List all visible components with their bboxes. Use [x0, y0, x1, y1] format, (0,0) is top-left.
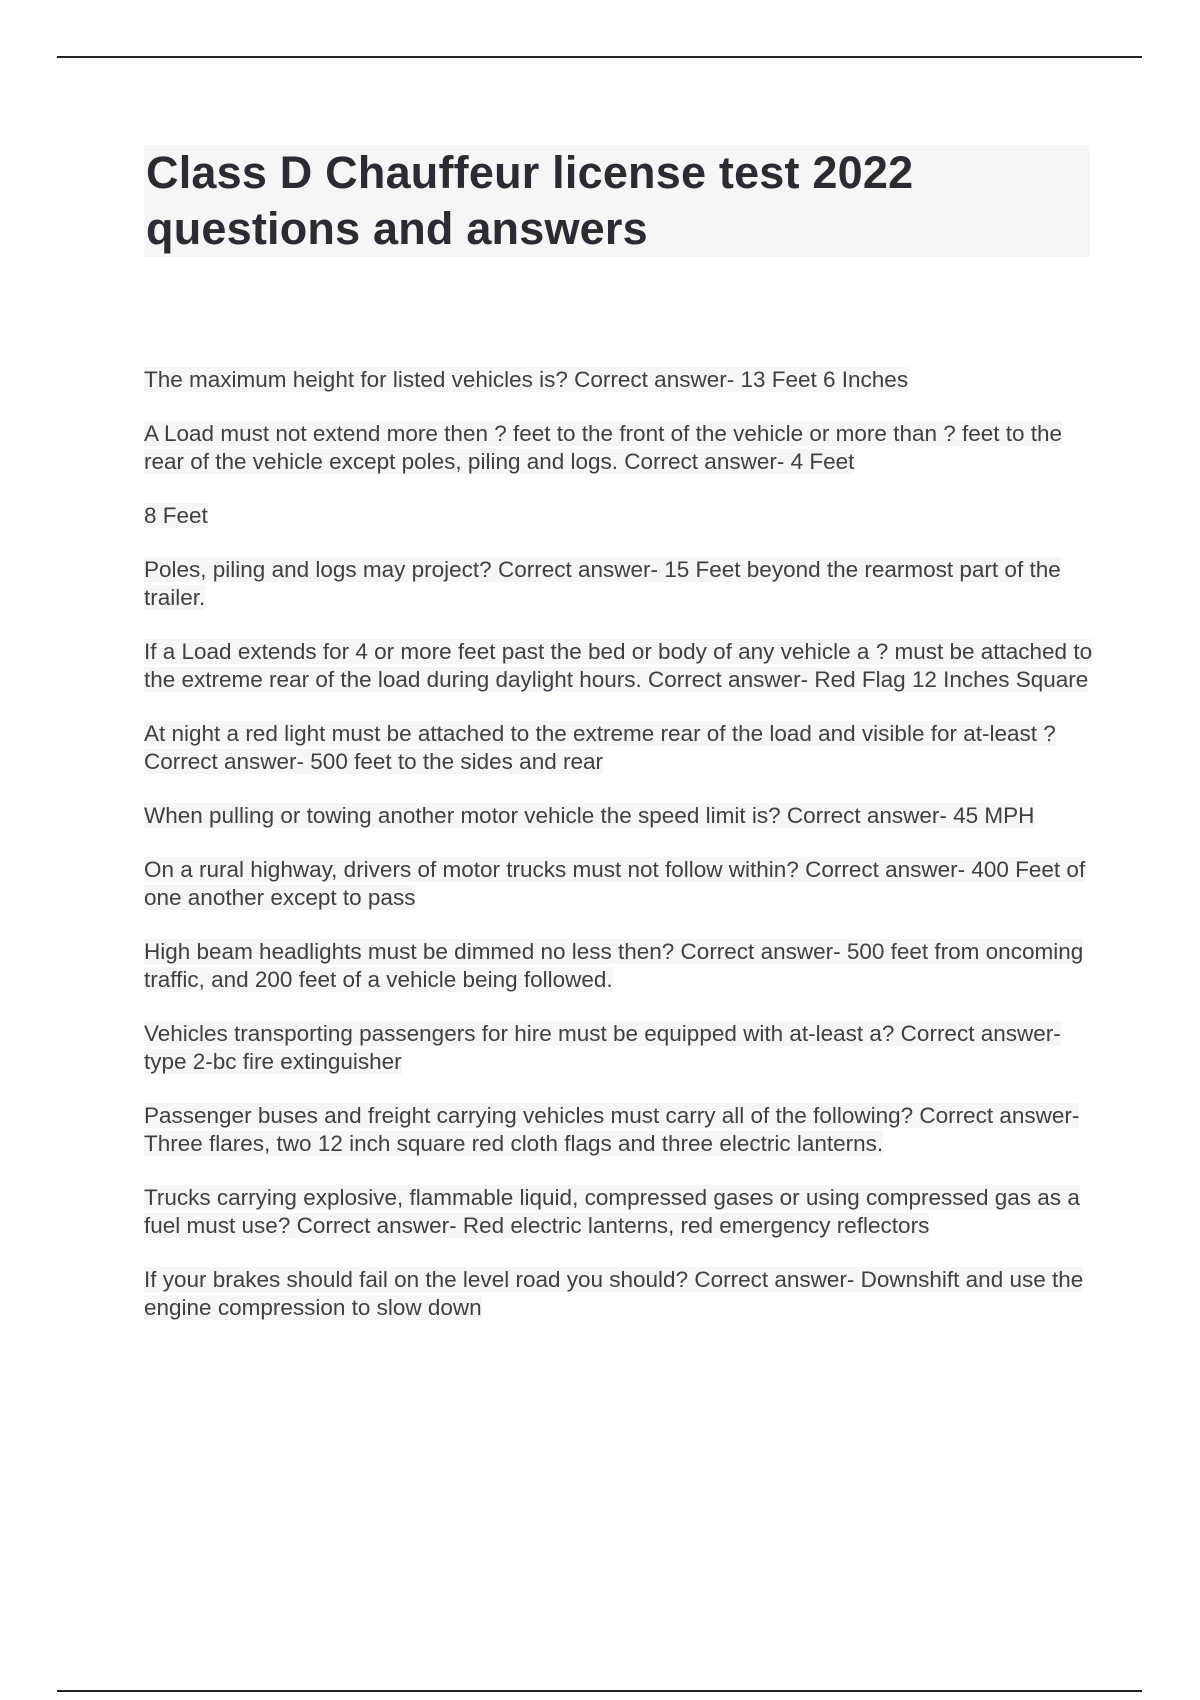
- title-block: [144, 145, 1090, 257]
- qa-paragraph: [144, 856, 1100, 912]
- qa-paragraph: [144, 502, 1100, 530]
- qa-paragraph: [144, 1102, 1100, 1158]
- qa-text: If a Load extends for 4 or more feet past the bed or body of any vehicle a ? must be attached to the extreme rear of the load during daylight hours. Correct answer- Red Flag 12 Inches Square: [144, 639, 1093, 692]
- qa-text: High beam headlights must be dimmed no less then? Correct answer- 500 feet from oncoming traffic, and 200 feet of a vehicle being followed.: [144, 939, 1084, 992]
- qa-text: 8 Feet: [144, 503, 208, 528]
- qa-text: The maximum height for listed vehicles is? Correct answer- 13 Feet 6 Inches: [144, 367, 909, 392]
- qa-text: A Load must not extend more then ? feet to the front of the vehicle or more than ? feet to the rear of the vehicle except poles, piling and logs. Correct answer- 4 Feet: [144, 421, 1063, 474]
- top-rule: [57, 56, 1142, 58]
- qa-paragraph: [144, 802, 1100, 830]
- qa-paragraph: [144, 1020, 1100, 1076]
- qa-text: Poles, piling and logs may project? Correct answer- 15 Feet beyond the rearmost part of the trailer.: [144, 557, 1061, 610]
- qa-text: On a rural highway, drivers of motor trucks must not follow within? Correct answer- 400 Feet of one another except to pass: [144, 857, 1086, 910]
- qa-paragraph: [144, 938, 1100, 994]
- qa-text: Vehicles transporting passengers for hire must be equipped with at-least a? Correct answer- type 2-bc fire extinguisher: [144, 1021, 1061, 1074]
- bottom-rule: [57, 1690, 1142, 1692]
- qa-text: Trucks carrying explosive, flammable liquid, compressed gases or using compressed gas as a fuel must use? Correct answer- Red electric lanterns, red emergency reflectors: [144, 1185, 1080, 1238]
- qa-paragraph: [144, 366, 1100, 394]
- qa-text: At night a red light must be attached to the extreme rear of the load and visible for at-least ? Correct answer- 500 feet to the sides and rear: [144, 721, 1056, 774]
- qa-paragraph: [144, 1184, 1100, 1240]
- qa-paragraph: [144, 1266, 1100, 1322]
- qa-paragraph: [144, 556, 1100, 612]
- document-title: Class D Chauffeur license test 2022 questions and answers: [146, 147, 914, 254]
- qa-text: When pulling or towing another motor vehicle the speed limit is? Correct answer- 45 MPH: [144, 803, 1035, 828]
- qa-paragraph: [144, 638, 1100, 694]
- qa-paragraph: [144, 720, 1100, 776]
- qa-paragraph: [144, 420, 1100, 476]
- qa-text: Passenger buses and freight carrying vehicles must carry all of the following? Correct answer- Three flares, two 12 inch square red cloth flags and three electric lanterns.: [144, 1103, 1080, 1156]
- qa-text: If your brakes should fail on the level road you should? Correct answer- Downshift and use the engine compression to slow down: [144, 1267, 1084, 1320]
- qa-list: [144, 366, 1100, 1348]
